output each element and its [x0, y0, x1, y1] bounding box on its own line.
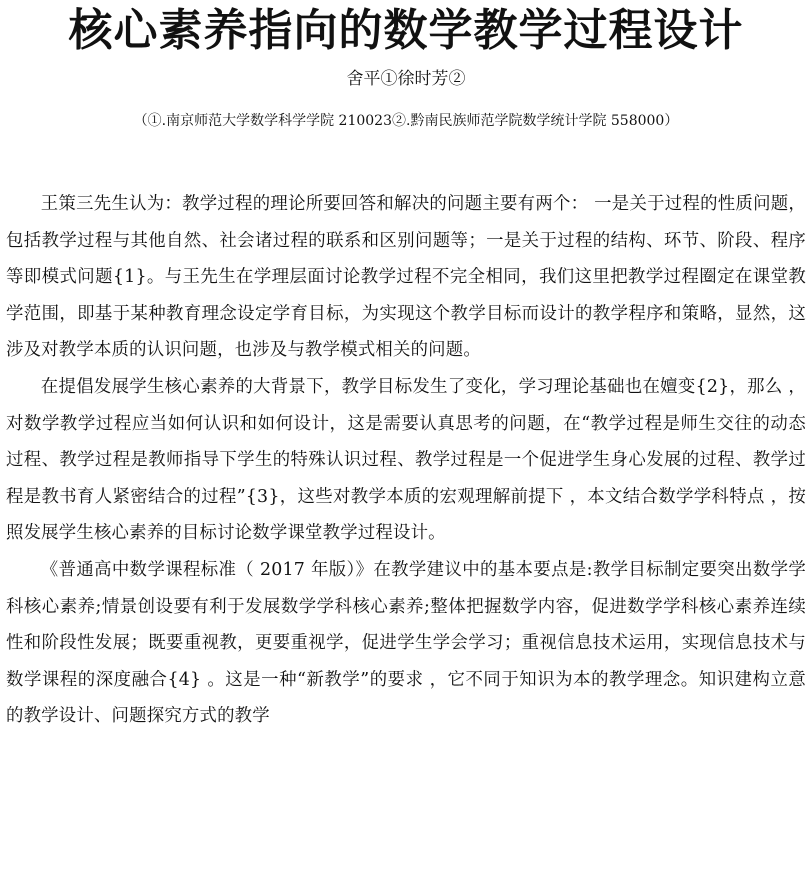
paragraph-3: 《普通高中数学课程标准（ 2017 年版）》在教学建议中的基本要点是:教学目标制定要突出数学学科核心素养;情景创设要有利于发展数学学科核心素养;整体把握数学内容，促进数学学科核心素养连续性和阶段性发展；既要重视教，更要重视学，促进学生学会学习；重视信息技术运用，实现信息技术与数学课程的深度融合{4} 。这是一种“新教学”的要求 ，它不同于知识为本的教学理念。知识建构立意的教学设计、问题探究方式的教学 — [6, 559, 806, 727]
paper-title: 核心素养指向的数学教学过程设计 — [68, 5, 744, 56]
article-body — [6, 186, 806, 735]
author-line: 舍平①徐时芳② — [346, 69, 466, 89]
affiliation-line: （①.南京师范大学数学科学学院 210023②.黔南民族师范学院数学统计学院 558000） — [133, 113, 679, 129]
paragraph-2: 在提倡发展学生核心素养的大背景下，教学目标发生了变化，学习理论基础也在嬗变{2}，那么 ，对数学教学过程应当如何认识和如何设计，这是需要认真思考的问题，在“教学过程是师生交往的动态过程、教学过程是教师指导下学生的特殊认识过程、教学过程是一个促进学生身心发展的过程、教学过程是教书育人紧密结合的过程”{3}，这些对教学本质的宏观理解前提下 ，本文结合数学学科特点 ，按照发展学生核心素养的目标讨论数学课堂教学过程设计。 — [6, 376, 806, 544]
paragraph-1: 王策三先生认为：教学过程的理论所要回答和解决的问题主要有两个： 一是关于过程的性质问题，包括教学过程与其他自然、社会诸过程的联系和区别问题等；一是关于过程的结构、环节、阶段、程序等即模式问题{1}。与王先生在学理层面讨论教学过程不完全相同，我们这里把教学过程圈定在课堂教学范围，即基于某种教育理念设定学育目标，为实现这个教学目标而设计的教学程序和策略，显然，这涉及对教学本质的认识问题，也涉及与教学模式相关的问题。 — [6, 194, 806, 361]
